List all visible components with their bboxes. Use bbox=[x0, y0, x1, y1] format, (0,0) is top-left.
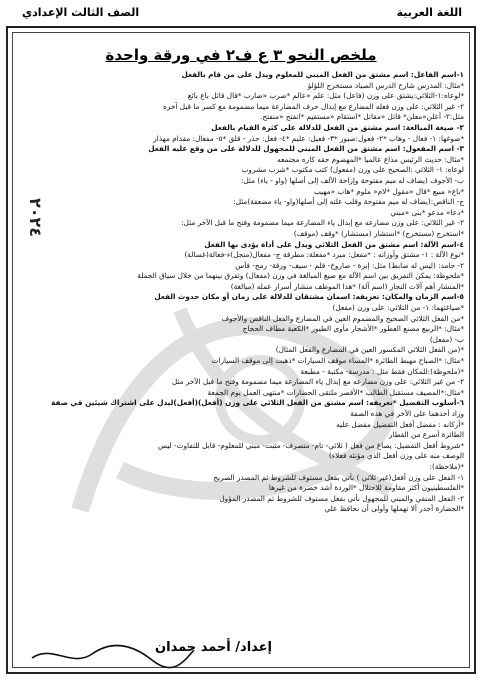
text-line: *باع« مبيع *قال «مقول *لام« ملوم *هاب «مهيب bbox=[313, 186, 464, 196]
text-line: الوصف منه على وزن أفعل الذي مؤنثه فعلاء) bbox=[328, 451, 464, 461]
grade-label: الصف الثالث الإعدادي bbox=[22, 6, 140, 19]
text-line: *الحضارة أجدر ألا تهملها وأولى أن نحافظ علي bbox=[324, 504, 464, 514]
text-line: ب- (مفعل) bbox=[429, 334, 464, 344]
text-line: *مثال: حديث الرئيس مذاع عالميا *المهضوم حقه كاره مجتمعه bbox=[277, 154, 464, 164]
text-line: *شروط أفعل التفضيل: يصاغ من فعل ( ثلاثي- تام- متصرف- مثبت- مبني للمعلوم- قابل للتفاوت- ليس bbox=[157, 440, 464, 450]
text-line: لوعاه: ١- الثلاثي :الصحيح على وزن (مفعول) كتب مكتوب *شرب مشروب bbox=[241, 165, 464, 175]
text-line: *(ملحوظة):للمكان فقط مثل : مدرسة- مكتبة - مطبعة bbox=[300, 366, 464, 376]
text-line: *(ملاحظة): bbox=[429, 461, 464, 471]
text-line: ٣- اسم المفعول: اسم مشتق من الفعل المبني للمجهول للدلالة على من وقع عليه الفعل bbox=[148, 144, 464, 154]
text-line: ٤-اسم الآلة: اسم مشتق من الفعل الثلاثي ويدل على أداة يؤدى بها الفعل bbox=[204, 239, 464, 249]
text-line: *صوغها: ١- فعال - وهاب *٢- فعول:صبور *٣- فعيل: عليم *٤- فعل: حذر - قلق *٥- مفعال: مقدام مهذار bbox=[153, 133, 464, 143]
text-line: *لوعاه:١-الثلاثي:يشتق على وزن (فاعل) مثل: علم «عالم *ضرب «ضارب *قال قائل باع بائع bbox=[187, 91, 464, 101]
text-line: ب- الأجوف (يضاف له ميم مفتوحة وإزاحة الألف إلى أصلها (واو - ياء) مثل: bbox=[240, 175, 464, 185]
text-line: *من الفعل الثلاثي الصحيح والمضموم العين في المضارع والفعل الناقص والأجوف bbox=[221, 313, 464, 323]
text-line: مثل:٢- أعلن«معلن* قاتل «مقاتل *استقام «مستقيم *انفتح «منفتح. bbox=[260, 112, 464, 122]
text-line: ٢- غير الثلاثي: على وزن فعله المضارع مع إبدال حرف المضارعة ميما مضمومة مع كسر ما قبل آخره bbox=[163, 101, 464, 111]
author-label: إعداد/ أحمد حمدان bbox=[155, 640, 272, 655]
text-line: ٢- الفعل المنفي والمبني للمجهول نأتي بفعل مستوف للشروط ثم المصدر المؤول bbox=[219, 493, 464, 503]
text-line: *مثال: المدرس شارح الدرس الصياد مستخرج اللؤلؤ bbox=[307, 80, 464, 90]
text-line: *نوع الآلة : ١- مشتق وأوزانه : *مفعل: مبرد *مفعلة: مطرقة ج- مفعال(منجل)ء-فعالة(غسالة) bbox=[184, 250, 464, 260]
signature-icon bbox=[22, 640, 202, 670]
page-title: ملخص النحو ٣ ع ف٢ في ورقة واحدة bbox=[105, 46, 377, 64]
side-year-text: ٢٠٢٤ bbox=[26, 198, 45, 238]
text-line: ١-اسم الفاعل: اسم مشتق من الفعل المبني للمعلوم ويدل على من قام بالفعل bbox=[181, 70, 464, 79]
page-header bbox=[0, 0, 482, 26]
text-line: ٢- جامد: (ليس له ضابط) مثل: إبرة - صاروخ- قلم - سيف- ورقة- رمح- فأس bbox=[235, 260, 464, 270]
text-line: ٦-أسلوب التفضيل *تعريفه: اسم مشتق من الفعل الثلاثي على وزن (أفعل)(أفعل)ليدل على اشتراك شيئين في صفة bbox=[51, 398, 464, 408]
text-line: ١- الفعل على وزن أفعل(غير ثلاثي ) نأتي بفعل مستوف للشروط ثم المصدر الصريح bbox=[213, 472, 464, 482]
text-line: *أركانه : مفضل أفعل التفضيل مفضل عليه bbox=[336, 419, 464, 429]
text-line: *مثال: *الربيع مصنع العطور *الأشجار مأوى الطيور *الكعبة مطاف الحجاج bbox=[242, 324, 464, 334]
text-line: ٢- غير الثلاثي: على وزن مضارعه مع إبدال ياء المضارعة ميما مضمومة وفتح ما قبل الآخر مثل: bbox=[181, 218, 464, 228]
text-line: *دعا« مدعو *بنى «مبني bbox=[390, 207, 464, 217]
text-line: ٢- صيغة المبالغة: اسم مشتق من الفعل للدلالة على كثرة القيام بالفعل bbox=[211, 122, 464, 132]
text-line: ج- الناقص:(يضاف له ميم مفتوحة وقلب علته إلى أصلها(واو- ياء مضعفة)مثل: bbox=[233, 197, 464, 207]
text-line: *(من الفعل الثلاثي المكسور العين في المضارع والفعل المثال) bbox=[275, 345, 464, 355]
summary-content bbox=[22, 70, 464, 515]
subject-label: اللغة العربية bbox=[396, 6, 462, 19]
text-line: *الفلسطينيون أكثر مقاومة للاحتلال *الوردة أشد خضرة من غيرها bbox=[268, 483, 464, 493]
text-line: ٥-اسم الزمان والمكان: تعريفه: اسمان مشتقان للدلالة على زمان أو مكان حدوث الفعل bbox=[154, 292, 464, 302]
text-line: *ملحوظة: يمكن التفريق بين اسم الآلة مع صيغ المبالغة في وزن (مفعال) وتفرق بينهما من خلال سياق الجملة bbox=[137, 271, 464, 281]
text-line: *المنشار أهم آلات النجار (اسم آلة) *هذا الموظف منشار أسرار عمله (مبالغة) bbox=[230, 281, 464, 291]
text-line: *مثال: *الصباح مهبط الطائرة *المساء موقف السيارات *ذهبت إلى موقف السيارات bbox=[211, 356, 464, 366]
text-line: ٢- من غير الثلاثي: على وزن مضارعه مع إبدال ياء المضارعة ميما مضمومة وفتح ما قبل الآخر مثل bbox=[171, 377, 464, 387]
text-line: *صياغتهما: ١- من الثلاثي: على وزن (مفعل) bbox=[332, 303, 464, 313]
text-line: *استخرج (مستخرج) *استشار (مستشار) *وقف (موقف) bbox=[293, 228, 464, 238]
text-line: الطائرة أسرع من القطار bbox=[389, 430, 464, 440]
text-line: وزاد أحدهما على الآخر في هذه الصفة bbox=[350, 409, 464, 418]
text-line: *مثال:*المصيف مستقبل الطالب *الأقصر ملتقى الحضارات *منتهى العمل يوم الجمعة bbox=[207, 387, 464, 397]
